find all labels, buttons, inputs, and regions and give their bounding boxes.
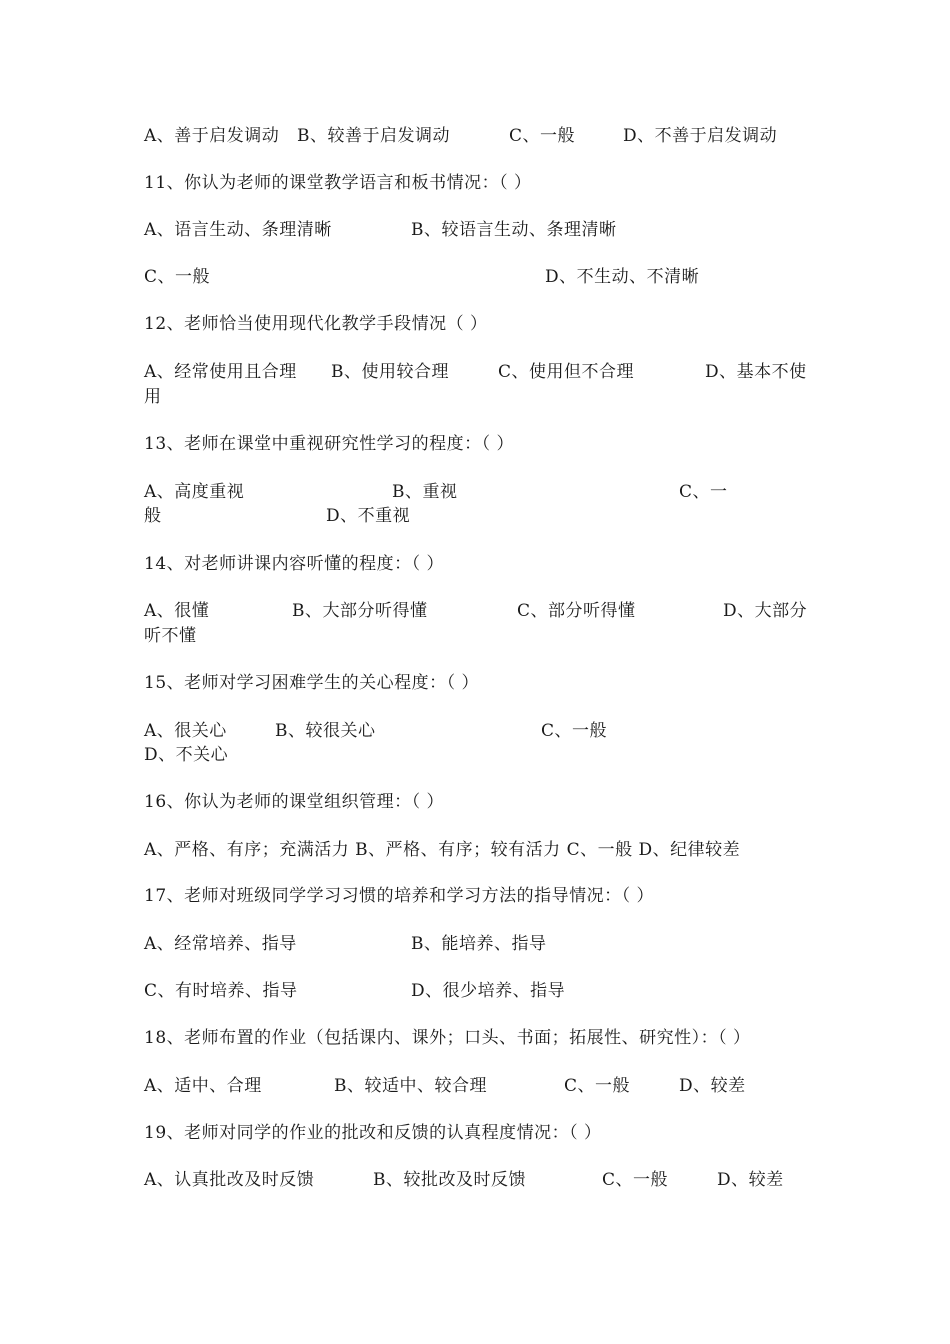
question-16: 16、你认为老师的课堂组织管理：（ ） (144, 792, 445, 812)
option-b: B、能培养、指导 (411, 934, 547, 954)
question-11: 11、你认为老师的课堂教学语言和板书情况：（ ） (144, 173, 532, 193)
option-c: C、一般 (602, 1170, 669, 1190)
option-c: C、一般 (509, 126, 576, 146)
option-d: D、不重视 (326, 506, 411, 526)
option-a: A、认真批改及时反馈 (144, 1170, 315, 1190)
option-a: A、适中、合理 (144, 1076, 262, 1096)
option-b: B、较善于启发调动 (297, 126, 450, 146)
question-19: 19、老师对同学的作业的批改和反馈的认真程度情况：（ ） (144, 1123, 602, 1143)
question-14: 14、对老师讲课内容听懂的程度：（ ） (144, 554, 445, 574)
option-a: A、语言生动、条理清晰 (144, 220, 332, 240)
option-c-continuation: 般 (144, 506, 162, 526)
option-b: B、较批改及时反馈 (373, 1170, 526, 1190)
option-a: A、很关心 (144, 721, 227, 741)
question-12: 12、老师恰当使用现代化教学手段情况（ ） (144, 314, 488, 334)
q16-options: A、严格、有序；充满活力 B、严格、有序；较有活力 C、一般 D、纪律较差 (144, 840, 741, 860)
q12-options-continuation: 用 (144, 387, 162, 407)
option-b: B、较语言生动、条理清晰 (411, 220, 617, 240)
option-c: C、一 (679, 482, 728, 502)
option-b: B、大部分听得懂 (292, 601, 428, 621)
option-c: C、一般 (564, 1076, 631, 1096)
option-a: A、经常使用且合理 (144, 362, 297, 382)
option-d: D、不善于启发调动 (623, 126, 778, 146)
option-d: D、较差 (679, 1076, 746, 1096)
question-18: 18、老师布置的作业（包括课内、课外；口头、书面；拓展性、研究性）：（ ） (144, 1028, 751, 1048)
option-a: A、高度重视 (144, 482, 245, 502)
option-c: C、一般 (541, 721, 608, 741)
option-d: D、很少培养、指导 (411, 981, 566, 1001)
question-13: 13、老师在课堂中重视研究性学习的程度：（ ） (144, 434, 515, 454)
option-a: A、经常培养、指导 (144, 934, 297, 954)
option-d: D、大部分 (723, 601, 808, 621)
option-b: B、较很关心 (275, 721, 376, 741)
option-c: C、一般 (144, 267, 211, 287)
option-d: D、不生动、不清晰 (545, 267, 700, 287)
option-b: B、重视 (392, 482, 458, 502)
option-a: A、善于启发调动 (144, 126, 280, 146)
question-17: 17、老师对班级同学学习习惯的培养和学习方法的指导情况：（ ） (144, 886, 655, 906)
q14-options-continuation: 听不懂 (144, 626, 197, 646)
option-c: C、部分听得懂 (517, 601, 636, 621)
option-b: B、较适中、较合理 (334, 1076, 487, 1096)
q15-options-continuation: D、不关心 (144, 745, 229, 765)
question-15: 15、老师对学习困难学生的关心程度：（ ） (144, 673, 480, 693)
option-b: B、使用较合理 (331, 362, 449, 382)
option-c: C、有时培养、指导 (144, 981, 298, 1001)
option-d: D、较差 (717, 1170, 784, 1190)
option-d: D、基本不使 (705, 362, 807, 382)
option-a: A、很懂 (144, 601, 210, 621)
option-c: C、使用但不合理 (498, 362, 635, 382)
